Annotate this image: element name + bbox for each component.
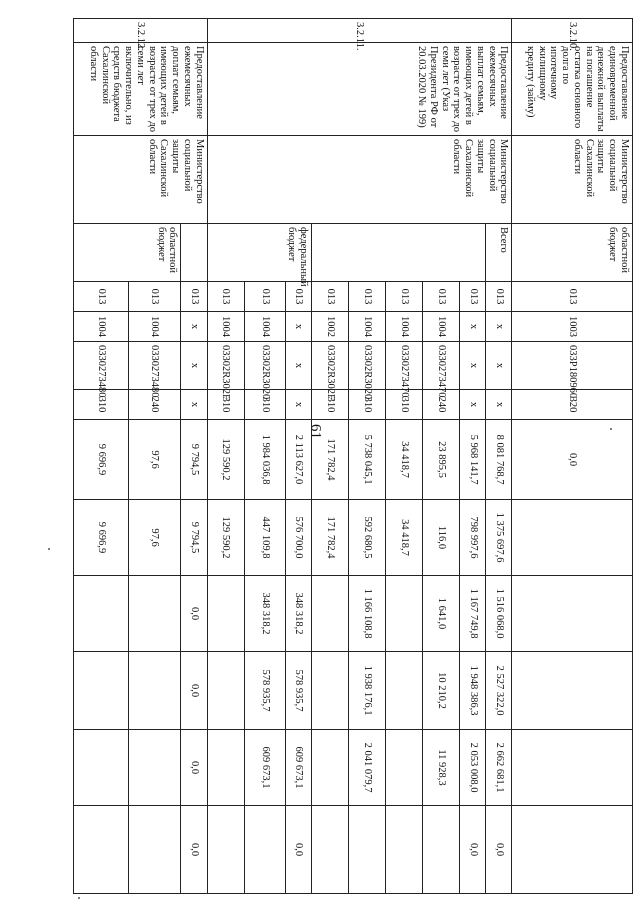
cell-rzpr: 1004 bbox=[128, 312, 181, 342]
cell-y2021 bbox=[74, 576, 129, 652]
cell-total: 129 590,2 bbox=[207, 420, 244, 500]
cell-y2022: 1 938 176,1 bbox=[349, 652, 386, 730]
cell-y2023: 609 673,1 bbox=[244, 730, 285, 806]
table-row bbox=[512, 19, 633, 894]
cell-y2020: 116,0 bbox=[423, 500, 460, 576]
cell-y2024 bbox=[386, 806, 423, 894]
cell-csr: х bbox=[181, 342, 207, 390]
cell-total: 1 984 036,8 bbox=[244, 420, 285, 500]
cell-y2022: 2 527 322,0 bbox=[486, 652, 512, 730]
cell-grbs: 013 bbox=[74, 282, 129, 312]
cell-csr: х bbox=[460, 342, 486, 390]
cell-y2024 bbox=[207, 806, 244, 894]
cell-rzpr: х bbox=[460, 312, 486, 342]
cell-vr: 310 bbox=[244, 390, 285, 420]
cell-y2023: 609 673,1 bbox=[285, 730, 311, 806]
cell-grbs: 013 bbox=[460, 282, 486, 312]
cell-no: 3.2.12. bbox=[74, 19, 208, 43]
cell-rzpr: 1004 bbox=[244, 312, 285, 342]
cell-total: 9 794,5 bbox=[181, 420, 207, 500]
cell-csr: 0330273470 bbox=[423, 342, 460, 390]
cell-y2024 bbox=[349, 806, 386, 894]
cell-y2020: 129 590,2 bbox=[207, 500, 244, 576]
cell-source: областной бюджет bbox=[512, 224, 633, 282]
page-number: 61 bbox=[307, 424, 324, 439]
cell-rzpr: 1003 bbox=[512, 312, 633, 342]
cell-y2021: 1 641,0 bbox=[423, 576, 460, 652]
cell-rzpr: 1004 bbox=[74, 312, 129, 342]
cell-total: 5 738 045,1 bbox=[349, 420, 386, 500]
cell-grbs: 013 bbox=[486, 282, 512, 312]
cell-total: 8 081 768,7 bbox=[486, 420, 512, 500]
cell-y2021: 0,0 bbox=[181, 576, 207, 652]
cell-grbs: 013 bbox=[386, 282, 423, 312]
cell-y2020: 9 794,5 bbox=[181, 500, 207, 576]
cell-y2021 bbox=[512, 576, 633, 652]
cell-total: 9 696,9 bbox=[74, 420, 129, 500]
cell-rzpr: 1004 bbox=[386, 312, 423, 342]
cell-y2024 bbox=[128, 806, 181, 894]
cell-y2022: 10 210,2 bbox=[423, 652, 460, 730]
cell-rzpr: х bbox=[486, 312, 512, 342]
cell-csr: 03302R3020 bbox=[244, 342, 285, 390]
cell-y2020: 1 375 697,6 bbox=[486, 500, 512, 576]
cell-y2020: 798 997,6 bbox=[460, 500, 486, 576]
cell-vr: х bbox=[181, 390, 207, 420]
cell-grbs: 013 bbox=[285, 282, 311, 312]
cell-vr: х bbox=[285, 390, 311, 420]
cell-csr: 0330273480 bbox=[128, 342, 181, 390]
cell-vr: 320 bbox=[512, 390, 633, 420]
cell-y2024: 0,0 bbox=[460, 806, 486, 894]
cell-y2020: 97,6 bbox=[128, 500, 181, 576]
cell-y2023: 11 928,3 bbox=[423, 730, 460, 806]
cell-y2024 bbox=[312, 806, 349, 894]
cell-y2021: 1 167 749,8 bbox=[460, 576, 486, 652]
cell-y2024: 0,0 bbox=[181, 806, 207, 894]
cell-csr: х bbox=[486, 342, 512, 390]
cell-y2022: 578 935,7 bbox=[285, 652, 311, 730]
cell-y2020: 9 696,9 bbox=[74, 500, 129, 576]
cell-rzpr: 1004 bbox=[423, 312, 460, 342]
cell-csr: 033P180960 bbox=[512, 342, 633, 390]
cell-rzpr: 1002 bbox=[312, 312, 349, 342]
cell-total: 23 895,5 bbox=[423, 420, 460, 500]
cell-source: областной бюджет bbox=[74, 224, 181, 282]
scan-speck bbox=[610, 428, 612, 430]
cell-y2020: 171 782,4 bbox=[312, 500, 349, 576]
cell-grbs: 013 bbox=[128, 282, 181, 312]
cell-grbs: 013 bbox=[423, 282, 460, 312]
cell-y2023 bbox=[512, 730, 633, 806]
cell-y2023 bbox=[128, 730, 181, 806]
cell-vr: 310 bbox=[207, 390, 244, 420]
cell-y2023: 0,0 bbox=[181, 730, 207, 806]
cell-name: Предоставление единовременной денежной выплаты на погашение остатка основного долга по ипотечному жилищному кредиту (займу) bbox=[512, 43, 633, 136]
cell-y2024 bbox=[423, 806, 460, 894]
cell-grbs: 013 bbox=[312, 282, 349, 312]
cell-grbs: 013 bbox=[244, 282, 285, 312]
cell-y2021: 1 516 068,0 bbox=[486, 576, 512, 652]
cell-source: федеральный бюджет bbox=[207, 224, 312, 282]
cell-rzpr: 1004 bbox=[207, 312, 244, 342]
cell-total: 171 782,4 bbox=[312, 420, 349, 500]
cell-grbs: 013 bbox=[512, 282, 633, 312]
cell-y2022 bbox=[128, 652, 181, 730]
cell-y2022 bbox=[312, 652, 349, 730]
cell-y2024 bbox=[74, 806, 129, 894]
cell-y2024: 0,0 bbox=[486, 806, 512, 894]
cell-y2023 bbox=[386, 730, 423, 806]
cell-executor: Министерство социальной защиты Сахалинской области bbox=[512, 136, 633, 224]
cell-y2020: 447 109,8 bbox=[244, 500, 285, 576]
cell-y2023: 2 041 079,7 bbox=[349, 730, 386, 806]
cell-rzpr: 1004 bbox=[349, 312, 386, 342]
cell-y2023 bbox=[207, 730, 244, 806]
table-row bbox=[486, 19, 512, 894]
cell-grbs: 013 bbox=[349, 282, 386, 312]
cell-vr: 310 bbox=[349, 390, 386, 420]
cell-y2020 bbox=[512, 500, 633, 576]
cell-y2024 bbox=[244, 806, 285, 894]
cell-vr: 310 bbox=[386, 390, 423, 420]
cell-y2024 bbox=[512, 806, 633, 894]
cell-y2024: 0,0 bbox=[285, 806, 311, 894]
cell-y2023 bbox=[74, 730, 129, 806]
cell-name: Предоставление ежемесячных выплат семьям, имеющих детей в возрасте от трех до семи лет (Указ Президента РФ от 20.03.2020 № 199) bbox=[207, 43, 512, 136]
cell-y2021: 1 166 108,8 bbox=[349, 576, 386, 652]
cell-vr: 240 bbox=[423, 390, 460, 420]
cell-csr: 0330273480 bbox=[74, 342, 129, 390]
cell-y2021: 348 318,2 bbox=[285, 576, 311, 652]
cell-total: 0,0 bbox=[512, 420, 633, 500]
cell-y2023 bbox=[312, 730, 349, 806]
cell-total: 5 968 141,7 bbox=[460, 420, 486, 500]
cell-vr: 310 bbox=[74, 390, 129, 420]
cell-y2021 bbox=[128, 576, 181, 652]
cell-executor: Министерство социальной защиты Сахалинской области bbox=[207, 136, 512, 224]
cell-grbs: 013 bbox=[181, 282, 207, 312]
cell-y2021 bbox=[312, 576, 349, 652]
cell-csr: 03302R302F bbox=[312, 342, 349, 390]
cell-vr: 310 bbox=[312, 390, 349, 420]
cell-y2022: 0,0 bbox=[181, 652, 207, 730]
cell-total: 2 113 627,0 bbox=[285, 420, 311, 500]
cell-csr: 03302R302F bbox=[207, 342, 244, 390]
cell-y2023: 2 662 681,1 bbox=[486, 730, 512, 806]
cell-vr: 240 bbox=[128, 390, 181, 420]
rotated-table-sheet bbox=[73, 18, 633, 893]
table-row bbox=[181, 19, 207, 894]
scan-speck bbox=[48, 548, 50, 550]
cell-y2022 bbox=[386, 652, 423, 730]
cell-no: 3.2.11. bbox=[207, 19, 512, 43]
cell-name: Предоставление ежемесячных доплат семьям, имеющих детей в возрасте от трех до семи лет включительно, из средств бюджета Сахалинской области bbox=[74, 43, 208, 136]
cell-y2022: 578 935,7 bbox=[244, 652, 285, 730]
cell-y2020: 592 680,5 bbox=[349, 500, 386, 576]
cell-source bbox=[312, 224, 486, 282]
cell-y2021: 348 318,2 bbox=[244, 576, 285, 652]
cell-total: 97,6 bbox=[128, 420, 181, 500]
cell-executor: Министерство социальной защиты Сахалинской области bbox=[74, 136, 208, 224]
cell-total: 34 418,7 bbox=[386, 420, 423, 500]
budget-table bbox=[73, 18, 633, 894]
cell-csr: 03302R3020 bbox=[349, 342, 386, 390]
cell-vr: х bbox=[486, 390, 512, 420]
cell-source: Всего bbox=[486, 224, 512, 282]
cell-y2021 bbox=[207, 576, 244, 652]
cell-y2022 bbox=[512, 652, 633, 730]
cell-y2023: 2 053 008,0 bbox=[460, 730, 486, 806]
cell-csr: 0330273470 bbox=[386, 342, 423, 390]
cell-y2020: 34 418,7 bbox=[386, 500, 423, 576]
scan-speck bbox=[78, 897, 80, 899]
cell-y2021 bbox=[386, 576, 423, 652]
cell-rzpr: х bbox=[285, 312, 311, 342]
cell-y2022: 1 948 386,3 bbox=[460, 652, 486, 730]
cell-no: 3.2.10. bbox=[512, 19, 633, 43]
cell-vr: х bbox=[460, 390, 486, 420]
cell-y2020: 576 700,0 bbox=[285, 500, 311, 576]
cell-rzpr: х bbox=[181, 312, 207, 342]
cell-y2022 bbox=[207, 652, 244, 730]
cell-source bbox=[181, 224, 207, 282]
cell-y2022 bbox=[74, 652, 129, 730]
cell-csr: х bbox=[285, 342, 311, 390]
table-body bbox=[74, 19, 633, 894]
cell-grbs: 013 bbox=[207, 282, 244, 312]
